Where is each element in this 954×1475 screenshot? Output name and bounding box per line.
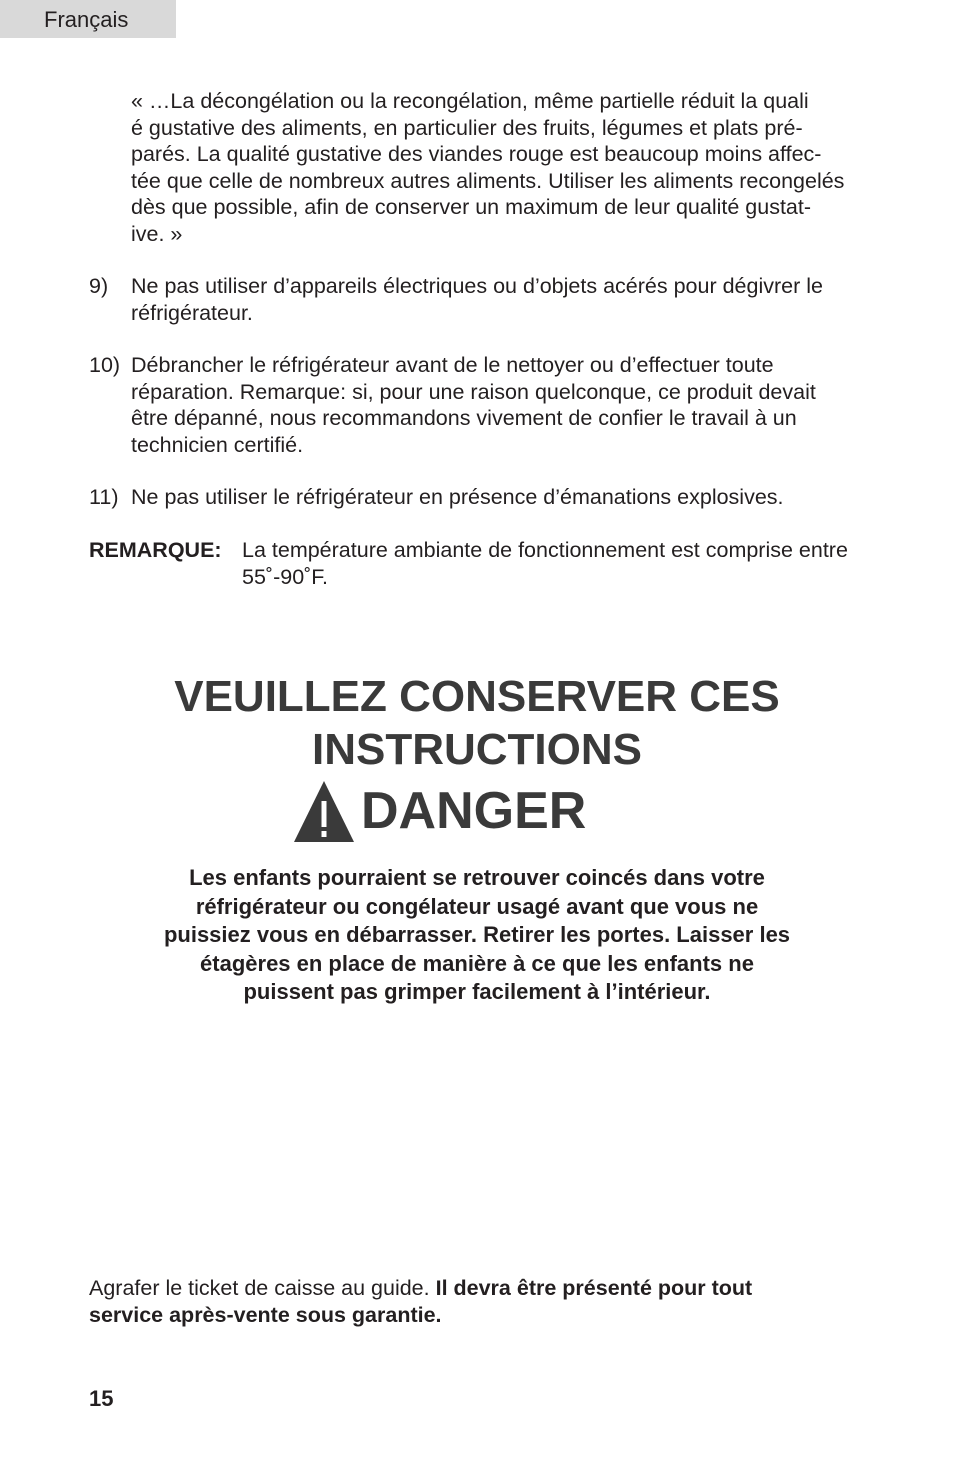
warning-line: Les enfants pourraient se retrouver coincés dans votre bbox=[189, 865, 765, 890]
quote-line: parés. La qualité gustative des viandes rouge est beaucoup moins affec- bbox=[131, 142, 822, 166]
list-item-9 bbox=[89, 273, 879, 326]
warning-line: puissent pas grimper facilement à l’intérieur. bbox=[243, 979, 711, 1004]
note-block bbox=[89, 537, 889, 590]
heading-line: VEUILLEZ CONSERVER CES bbox=[174, 672, 780, 721]
item-line: Débrancher le réfrigérateur avant de le nettoyer ou d’effectuer toute bbox=[131, 353, 774, 377]
warning-line: puissiez vous en débarrasser. Retirer les portes. Laisser les bbox=[163, 922, 791, 947]
quote-line: « …La décongélation ou la recongélation, même partielle réduit la quali bbox=[131, 89, 809, 113]
receipt-bold-text: Il devra être présenté pour tout bbox=[435, 1276, 753, 1300]
note-line: La température ambiante de fonctionnement est comprise entre bbox=[242, 538, 848, 562]
receipt-bold-text: service après-vente sous garantie. bbox=[89, 1302, 442, 1327]
note-line: 55˚-90˚F. bbox=[242, 564, 329, 589]
warning-triangle-icon bbox=[293, 779, 355, 843]
item-line: Ne pas utiliser d’appareils électriques ou d’objets acérés pour dégivrer le bbox=[131, 274, 823, 298]
list-item-11 bbox=[89, 484, 879, 511]
quote-line: ive. » bbox=[131, 221, 183, 246]
receipt-plain-text: Agrafer le ticket de caisse au guide. bbox=[89, 1276, 430, 1300]
quote-paragraph bbox=[131, 88, 871, 247]
quote-line: dès que possible, afin de conserver un maximum de leur qualité gustat- bbox=[131, 195, 812, 219]
page-number: 15 bbox=[89, 1386, 114, 1411]
list-item-10 bbox=[89, 352, 879, 458]
item-number: 11) bbox=[89, 485, 119, 509]
child-entrapment-warning bbox=[100, 864, 854, 1007]
item-line: technicien certifié. bbox=[131, 432, 304, 457]
quote-line: tée que celle de nombreux autres aliments. Utiliser les aliments recongelés bbox=[131, 168, 845, 193]
language-tab bbox=[0, 0, 176, 38]
danger-title: DANGER bbox=[361, 782, 587, 840]
note-label: REMARQUE: bbox=[89, 538, 222, 562]
heading-line: INSTRUCTIONS bbox=[312, 725, 642, 774]
keep-instructions-heading bbox=[0, 670, 954, 776]
item-number: 10) bbox=[89, 353, 121, 377]
receipt-note bbox=[89, 1275, 889, 1328]
item-number: 9) bbox=[89, 274, 109, 298]
item-line: être dépanné, nous recommandons vivement de confier le travail à un bbox=[131, 406, 797, 430]
item-line: Ne pas utiliser le réfrigérateur en présence d’émanations explosives. bbox=[131, 485, 784, 509]
item-line: réparation. Remarque: si, pour une raison quelconque, ce produit devait bbox=[131, 379, 816, 404]
danger-banner bbox=[293, 778, 586, 844]
warning-line: étagères en place de manière à ce que les enfants ne bbox=[200, 950, 754, 976]
quote-line: é gustative des aliments, en particulier des fruits, légumes et plats pré- bbox=[131, 115, 803, 140]
item-line: réfrigérateur. bbox=[131, 300, 253, 325]
language-label: Français bbox=[44, 7, 129, 32]
warning-line: réfrigérateur ou congélateur usagé avant que vous ne bbox=[195, 893, 759, 919]
